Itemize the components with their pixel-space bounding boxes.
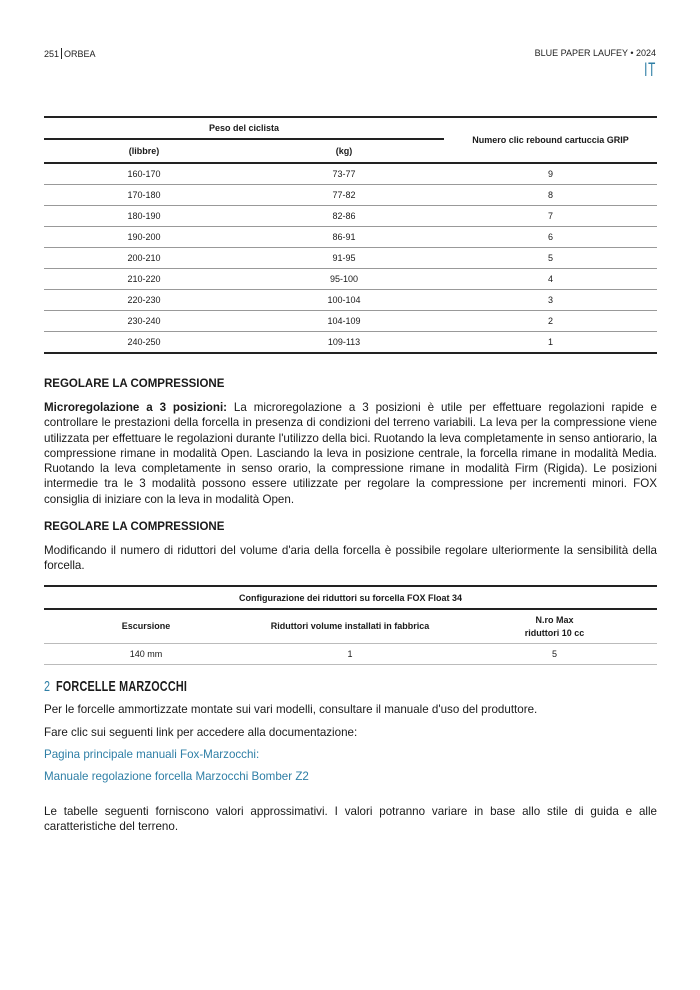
- kg-cell: 100-104: [244, 290, 444, 311]
- links-intro: Fare clic sui seguenti link per accedere alla documentazione:: [44, 726, 358, 739]
- document-title: BLUE PAPER LAUFEY • 2024: [534, 48, 656, 58]
- brand-name: ORBEA: [64, 49, 96, 59]
- max-header-line2: riduttori 10 cc: [524, 627, 585, 638]
- kg-cell: 91-95: [244, 248, 444, 269]
- lbs-cell: 230-240: [44, 311, 244, 332]
- header-divider: [61, 48, 62, 59]
- factory-cell: 1: [248, 644, 452, 665]
- clicks-cell: 6: [444, 227, 657, 248]
- lbs-cell: 160-170: [44, 163, 244, 185]
- clicks-cell: 7: [444, 206, 657, 227]
- section-heading-marzocchi: [44, 678, 187, 695]
- lbs-cell: 210-220: [44, 269, 244, 290]
- clicks-cell: 9: [444, 163, 657, 185]
- lbs-cell: 180-190: [44, 206, 244, 227]
- language-code: IT: [644, 60, 656, 81]
- table-row: [44, 227, 657, 248]
- marzocchi-intro: Per le forcelle ammortizzate montate sui vari modelli, consultare il manuale d'uso del produttore.: [44, 703, 538, 716]
- bomber-z2-manual-link[interactable]: Manuale regolazione forcella Marzocchi Bomber Z2: [44, 770, 309, 783]
- rider-weight-header: Peso del ciclista: [208, 123, 280, 133]
- table-row: [44, 332, 657, 354]
- max-header-line1: N.ro Max: [535, 614, 574, 625]
- clicks-cell: 2: [444, 311, 657, 332]
- lbs-cell: 240-250: [44, 332, 244, 354]
- table-row: [44, 290, 657, 311]
- kg-header: (kg): [244, 139, 444, 163]
- section-title-compression-2: REGOLARE LA COMPRESSIONE: [44, 521, 225, 533]
- factory-reducers-header: Riduttori volume installati in fabbrica: [248, 609, 452, 644]
- table-row: [44, 248, 657, 269]
- table-row: [44, 206, 657, 227]
- kg-cell: 86-91: [244, 227, 444, 248]
- fox-marzocchi-manuals-link[interactable]: Pagina principale manuali Fox-Marzocchi:: [44, 748, 260, 761]
- compression-paragraph: [44, 400, 657, 507]
- clicks-cell: 5: [444, 248, 657, 269]
- lbs-header: (libbre): [44, 139, 244, 163]
- clicks-cell: 3: [444, 290, 657, 311]
- clicks-cell: 1: [444, 332, 657, 354]
- travel-cell: 140 mm: [44, 644, 248, 665]
- travel-header: Escursione: [44, 609, 248, 644]
- max-reducers-header: [452, 609, 657, 644]
- kg-cell: 109-113: [244, 332, 444, 354]
- table-row: [44, 163, 657, 185]
- section-heading-text: FORCELLE MARZOCCHI: [55, 678, 188, 695]
- reducer-table-caption: Configurazione dei riduttori su forcella FOX Float 34: [44, 586, 657, 609]
- max-cell: 5: [452, 644, 657, 665]
- clicks-cell: 4: [444, 269, 657, 290]
- kg-cell: 104-109: [244, 311, 444, 332]
- paragraph-body: La microregolazione a 3 posizioni è utile per effettuare regolazioni rapide e controllare le prestazioni della forcella in presenza di condizioni del terreno variabili. La leva per la compressione viene utilizzata per effettuare le regolazioni durante l'utilizzo della bici. Ruotando la leva completamente in senso antiorario, la compressione rimane in modalità Open. Lasciando la leva in posizione centrale, la forcella rimane in modalità Media. Ruotando la leva completamente in senso orario, la compressione rimane in modalità Firm (Rigida). Le posizioni intermedie tra le 3 modalità possono essere utilizzate per regolare la compressione per incrementi minori. FOX consiglia di iniziare con la leva in modalità Open.: [44, 401, 657, 506]
- kg-cell: 77-82: [244, 185, 444, 206]
- page-number: 251: [44, 49, 60, 59]
- section-title-compression: REGOLARE LA COMPRESSIONE: [44, 378, 225, 390]
- lbs-cell: 200-210: [44, 248, 244, 269]
- lbs-cell: 220-230: [44, 290, 244, 311]
- reducers-paragraph: Modificando il numero di riduttori del volume d'aria della forcella è possibile regolare ulteriormente la sensibilità della forcella.: [44, 544, 657, 573]
- section-number: 2: [44, 678, 51, 695]
- rebound-table: [44, 116, 657, 354]
- clicks-cell: 8: [444, 185, 657, 206]
- table-row: [44, 311, 657, 332]
- table-row: [44, 269, 657, 290]
- lbs-cell: 190-200: [44, 227, 244, 248]
- kg-cell: 82-86: [244, 206, 444, 227]
- kg-cell: 95-100: [244, 269, 444, 290]
- reducer-table: [44, 585, 657, 665]
- kg-cell: 73-77: [244, 163, 444, 185]
- approximate-values-note: Le tabelle seguenti forniscono valori approssimativi. I valori potranno variare in base allo stile di guida e alle caratteristiche del terreno.: [44, 805, 657, 834]
- paragraph-lead: Microregolazione a 3 posizioni:: [44, 401, 228, 414]
- page-header-left: [44, 48, 96, 59]
- table-row: [44, 185, 657, 206]
- rebound-clicks-header: Numero clic rebound cartuccia GRIP: [472, 135, 629, 145]
- table-row: [44, 644, 657, 665]
- lbs-cell: 170-180: [44, 185, 244, 206]
